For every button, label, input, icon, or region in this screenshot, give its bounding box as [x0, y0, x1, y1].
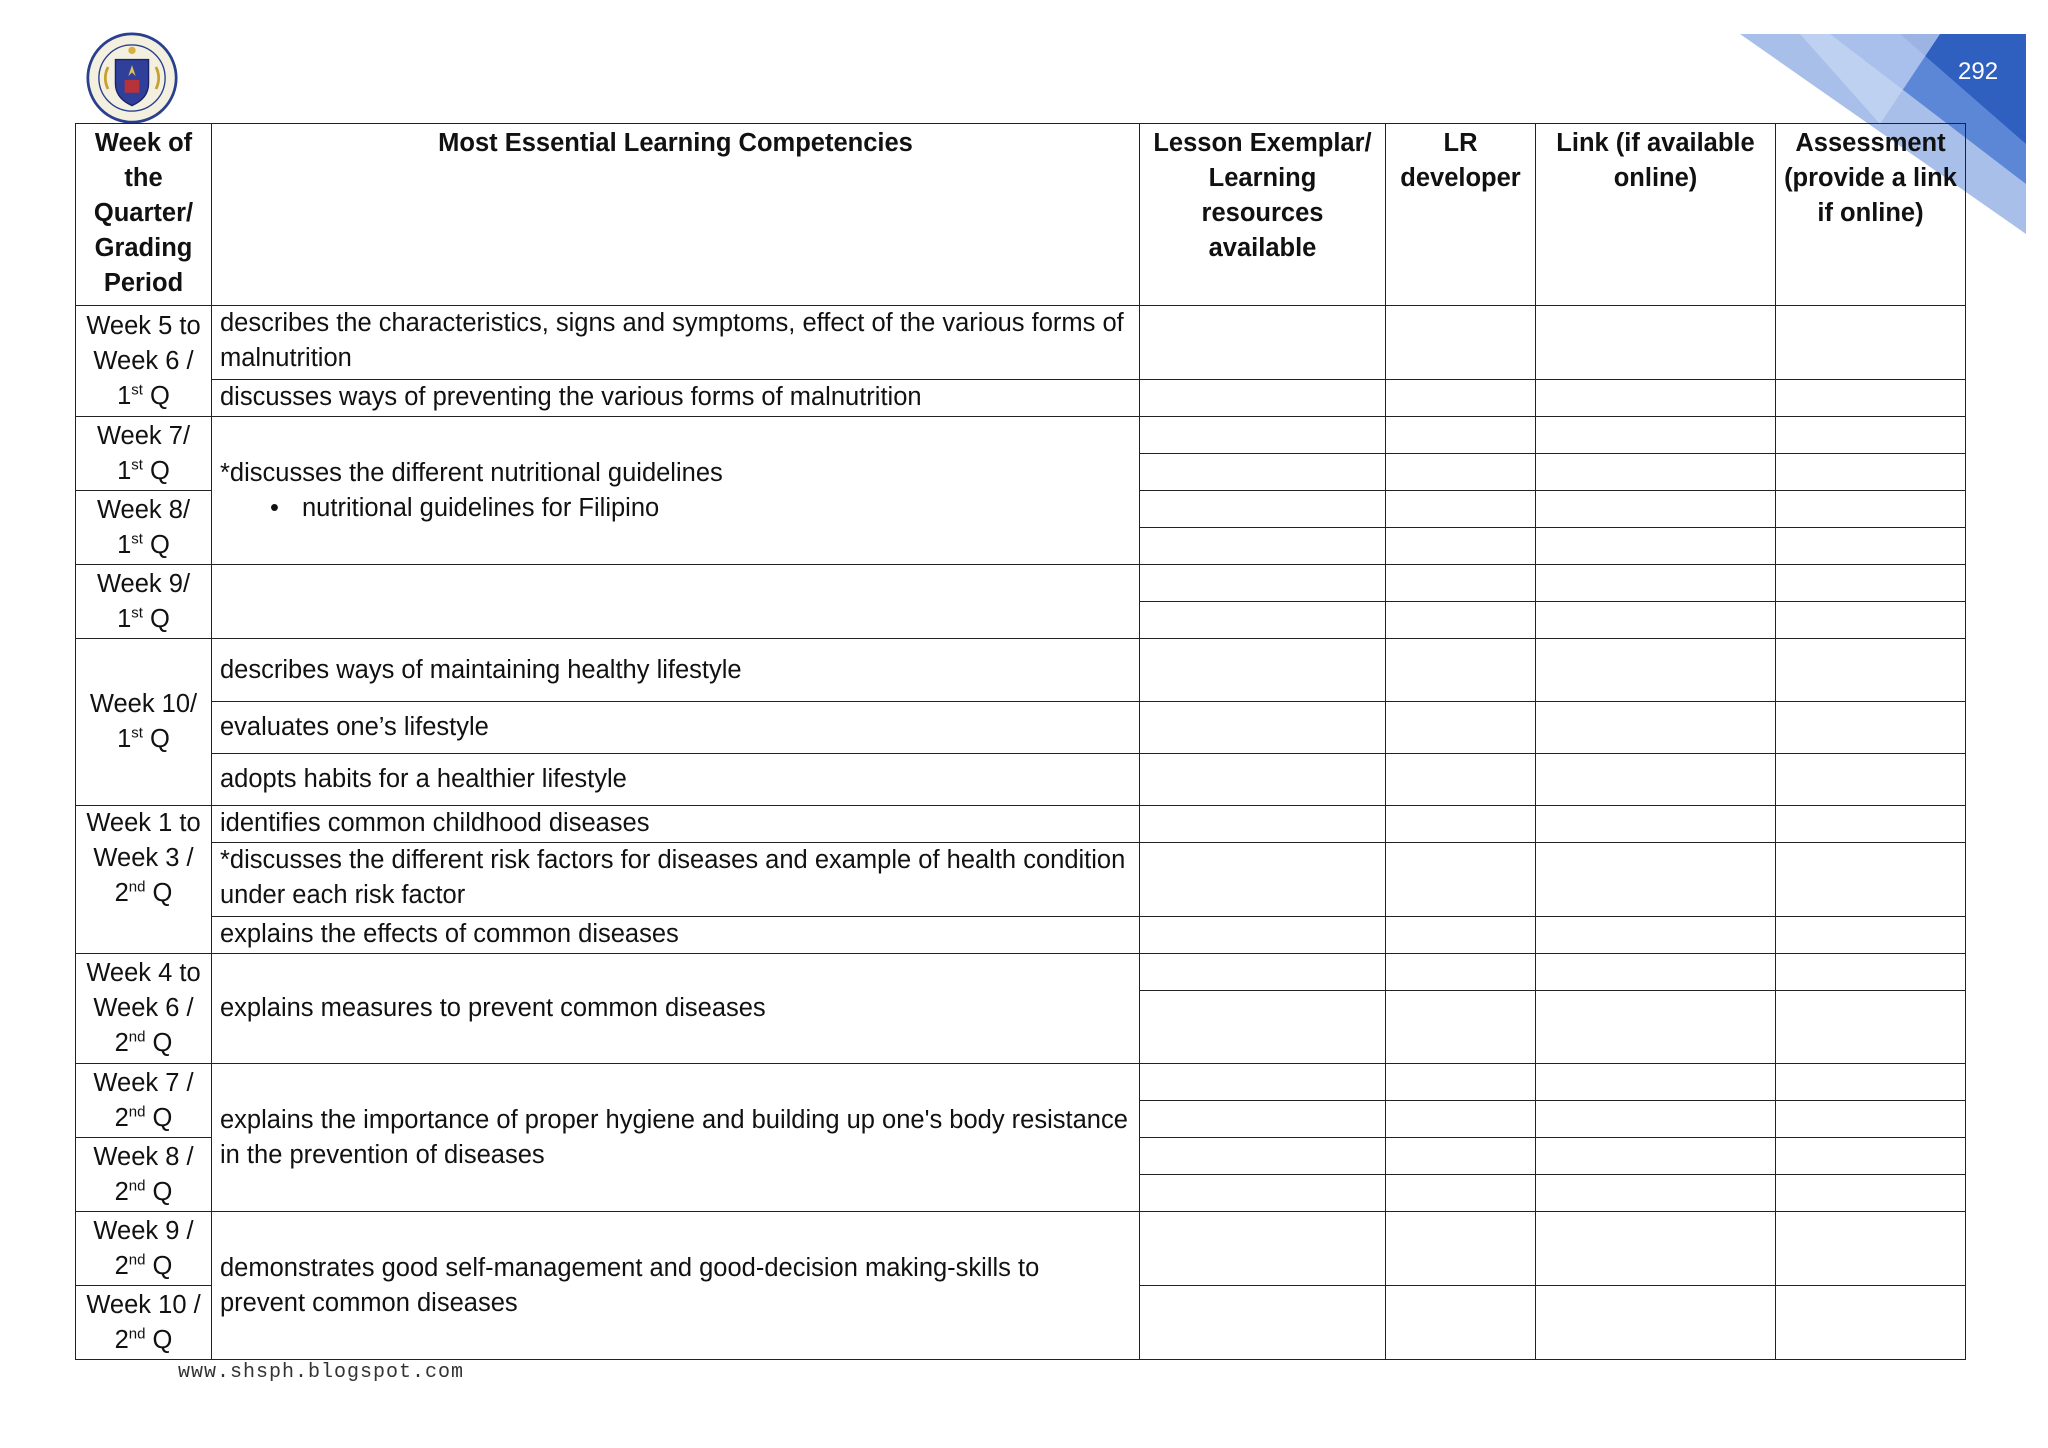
table-row: [76, 702, 1966, 754]
table-row: [76, 639, 1966, 702]
table-row: [76, 306, 1966, 380]
week-cell: Week 8 / 2nd Q: [76, 1138, 212, 1212]
page-number: 292: [1958, 58, 1999, 85]
competency-cell: describes ways of maintaining healthy lifestyle: [212, 639, 1140, 702]
header-week: Week of the Quarter/ Grading Period: [76, 124, 212, 306]
header-link: Link (if available online): [1536, 124, 1776, 306]
bullet-item: • nutritional guidelines for Filipino: [220, 491, 1131, 526]
competency-cell: explains measures to prevent common diseases: [212, 954, 1140, 1064]
competency-cell: identifies common childhood diseases: [212, 806, 1140, 843]
table-row: [76, 917, 1966, 954]
week-cell: Week 5 to Week 6 / 1st Q: [76, 306, 212, 417]
week-cell: Week 9/ 1st Q: [76, 565, 212, 639]
table-row: [76, 565, 1966, 602]
header-lesson-exemplar: Lesson Exemplar/ Learning resources available: [1140, 124, 1386, 306]
competency-cell: discusses ways of preventing the various forms of malnutrition: [212, 380, 1140, 417]
week-cell: Week 4 to Week 6 / 2nd Q: [76, 954, 212, 1064]
week-cell: Week 7/ 1st Q: [76, 417, 212, 491]
table-row: [76, 754, 1966, 806]
week-cell: Week 1 to Week 3 / 2nd Q: [76, 806, 212, 954]
competency-cell: explains the effects of common diseases: [212, 917, 1140, 954]
table-row: [76, 954, 1966, 991]
deped-seal-icon: [86, 32, 178, 124]
week-cell: Week 10 / 2nd Q: [76, 1286, 212, 1360]
competency-cell: *discusses the different risk factors for diseases and example of health condition under each risk factor: [212, 843, 1140, 917]
competency-text: *discusses the different nutritional guidelines: [220, 458, 723, 487]
table-row: [76, 380, 1966, 417]
table-row: [76, 1212, 1966, 1286]
table-row: [76, 417, 1966, 454]
header-competencies: Most Essential Learning Competencies: [212, 124, 1140, 306]
melc-table: [75, 123, 1966, 1360]
competency-cell: describes the characteristics, signs and symptoms, effect of the various forms of malnutrition: [212, 306, 1140, 380]
competency-cell: [212, 417, 1140, 565]
header-assessment: Assessment (provide a link if online): [1776, 124, 1966, 306]
week-cell: Week 7 / 2nd Q: [76, 1064, 212, 1138]
competency-cell: demonstrates good self-management and good-decision making-skills to prevent common diseases: [212, 1212, 1140, 1360]
footer-url: www.shsph.blogspot.com: [178, 1361, 465, 1384]
competency-cell: evaluates one’s lifestyle: [212, 702, 1140, 754]
competency-cell: adopts habits for a healthier lifestyle: [212, 754, 1140, 806]
header-row: [76, 124, 1966, 306]
competency-cell: explains the importance of proper hygiene and building up one's body resistance in the prevention of diseases: [212, 1064, 1140, 1212]
header-lr-developer: LR developer: [1386, 124, 1536, 306]
week-cell: Week 8/ 1st Q: [76, 491, 212, 565]
table-row: [76, 806, 1966, 843]
competency-cell-empty: [212, 565, 1140, 639]
week-cell: Week 9 / 2nd Q: [76, 1212, 212, 1286]
week-cell: Week 10/ 1st Q: [76, 639, 212, 806]
table-row: [76, 1064, 1966, 1101]
table-row: [76, 843, 1966, 917]
